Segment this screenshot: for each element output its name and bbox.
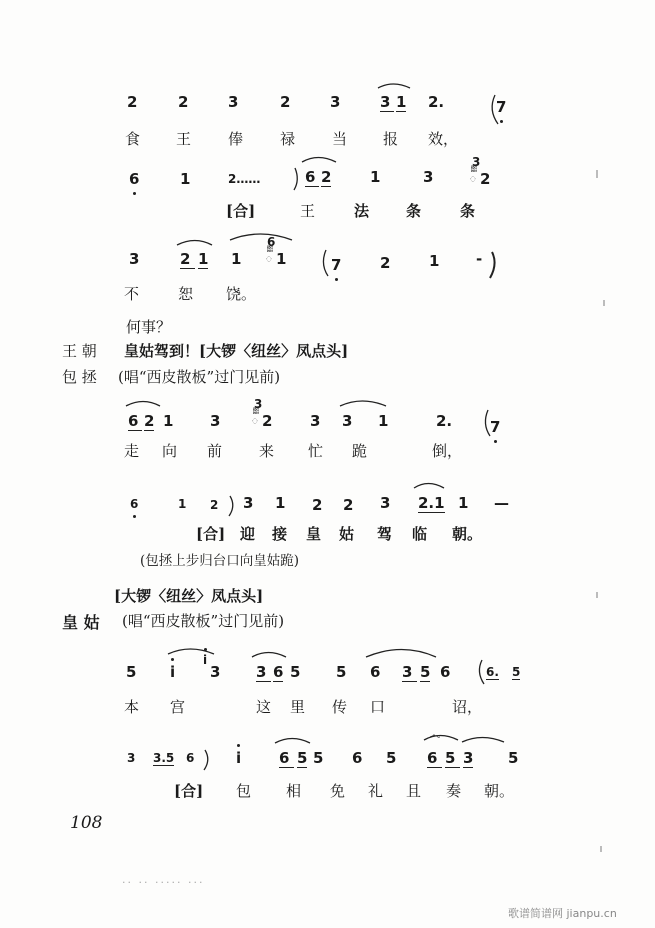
note-underlined: 3 [380, 93, 394, 112]
note: 6 [440, 663, 451, 681]
note: 6 [186, 751, 195, 765]
footer-smudge: ·· ·· ····· ··· [122, 876, 205, 889]
lyric-char: 临 [412, 525, 428, 543]
lyric-char: 禄 [280, 130, 296, 148]
lyric-char: 条 [460, 202, 476, 220]
lyric-char: 王 [300, 202, 316, 220]
note: 6 [370, 663, 381, 681]
note: 3 [330, 93, 341, 111]
slur-arc [275, 739, 310, 744]
lyric-char: 宫 [170, 698, 186, 716]
lyric-char: 接 [272, 525, 288, 543]
note-underlined: 5 [445, 749, 460, 768]
note-underlined: 6 [128, 412, 142, 431]
note: 1 [429, 252, 440, 270]
lyric-char: 前 [207, 442, 223, 460]
lyric-char: 奏 [446, 782, 462, 800]
grace-note: 6 [267, 235, 276, 249]
note: 2 [262, 412, 273, 430]
lyric-char: 不 [124, 285, 140, 303]
note: 3 [129, 250, 140, 268]
note-underlined: 5 [512, 665, 521, 679]
dialogue-line: 何事？ [126, 318, 172, 336]
note: 2 [210, 498, 219, 512]
lyric-char: 来 [259, 442, 275, 460]
slur-arc [168, 649, 214, 654]
note-low-octave: 7 [496, 98, 507, 116]
stage-direction: (唱“西皮散板”过门见前) [122, 612, 285, 630]
slur-arc [177, 241, 212, 246]
note: 1 [378, 412, 389, 430]
close-paren-mark [490, 252, 495, 278]
note-underlined: 6 [427, 749, 442, 768]
note: 1 [276, 250, 287, 268]
grace-note: 3 [254, 397, 263, 411]
watermark: 歌谱简谱网 jianpu.cn [508, 907, 617, 920]
lyric-char: 食 [125, 130, 141, 148]
note: 3 [210, 663, 221, 681]
stage-direction: 皇姑驾到！[大锣〈纽丝〉凤点头] [124, 342, 349, 360]
open-paren-mark [323, 250, 328, 276]
note-underlined: 5 [297, 749, 308, 767]
lyric-char: 本 [124, 698, 140, 716]
lyric-char: 迎 [240, 525, 256, 543]
chorus-mark: [合] [226, 202, 256, 220]
note-with-dots: 2…… [228, 172, 261, 186]
note-low-octave: 6 [129, 170, 140, 188]
slur-arc [230, 234, 292, 240]
chorus-mark: [合] [196, 525, 226, 543]
note: 1 [163, 412, 174, 430]
lyric-char: 口 [370, 698, 386, 716]
trill-mark: ෴ [428, 728, 441, 743]
close-paren-mark [229, 496, 233, 516]
note-underlined: 6 [273, 663, 284, 681]
open-paren-mark [479, 660, 484, 684]
stage-direction: (唱“西皮散板”过门见前) [118, 368, 281, 386]
note: 2 [178, 93, 189, 111]
note-underlined: 2.1 [418, 494, 445, 512]
note: 2. [428, 93, 445, 111]
note: 5 [290, 663, 301, 681]
note: 2 [480, 170, 491, 188]
lyric-char: 相 [286, 782, 302, 800]
note-underlined: 3.5 [153, 751, 175, 765]
note: 5 [508, 749, 519, 767]
note-underlined: 6. [486, 665, 499, 679]
lyric-char: 传 [332, 698, 348, 716]
lyric-char: 报 [383, 130, 399, 148]
lyric-char: 忙 [308, 442, 324, 460]
note: 3 [380, 494, 391, 512]
note: 5 [126, 663, 137, 681]
stage-direction: (包拯上步归台口向皇姑跪) [140, 553, 300, 569]
note: 2 [343, 496, 354, 514]
note: 2. [436, 412, 453, 430]
note: 3 [127, 751, 136, 765]
note-low-octave: 7 [331, 256, 342, 274]
lyric-char: 走 [124, 442, 140, 460]
slur-arc [462, 738, 504, 743]
stage-direction: [大锣〈纽丝〉凤点头] [114, 587, 264, 605]
note-low-octave: 7 [490, 418, 501, 436]
role-name: 包 拯 [62, 368, 97, 386]
note-high-octave: i [170, 663, 176, 681]
page-number: 108 [70, 813, 103, 833]
slur-arc [414, 484, 444, 489]
note: 2 [127, 93, 138, 111]
note: 1 [178, 497, 187, 511]
note-underlined: 6 [279, 749, 294, 768]
grace-note: 3 [472, 155, 481, 169]
grace-note-high: i [203, 653, 208, 667]
note: 5 [313, 749, 324, 767]
slur-arc [252, 653, 286, 658]
lyric-char: 包 [236, 782, 252, 800]
note-underlined: 1 [198, 250, 209, 268]
note-underlined: 5 [420, 663, 431, 681]
lyric-char: 俸 [228, 130, 244, 148]
ornament-mark: ᢆ [252, 416, 258, 427]
note: 5 [336, 663, 347, 681]
lyric-char: 且 [406, 782, 422, 800]
lyric-char: 效， [428, 130, 459, 148]
lyric-char: 饶。 [226, 285, 257, 303]
note-underlined: 2 [321, 168, 332, 186]
open-paren-mark [492, 95, 498, 124]
slur-arc [424, 736, 458, 741]
lyric-char: 姑 [339, 525, 355, 543]
lyric-char: 朝。 [452, 525, 483, 543]
note: 3 [243, 494, 254, 512]
slur-arc [340, 401, 386, 406]
lyric-char: 当 [332, 130, 348, 148]
slur-arc [126, 402, 160, 407]
slur-arc [302, 158, 336, 163]
lyric-char: 法 [354, 202, 370, 220]
lyric-char: 驾 [377, 525, 393, 543]
lyric-char: 诏， [452, 698, 483, 716]
note-underlined: 2 [180, 250, 195, 269]
note: 1 [231, 250, 242, 268]
lyric-char: 条 [406, 202, 422, 220]
note: 5 [386, 749, 397, 767]
close-paren-mark [294, 168, 297, 190]
note-underlined: 3 [402, 663, 417, 682]
lyric-char: 向 [162, 442, 178, 460]
slur-arc [366, 650, 436, 658]
note: 3 [423, 168, 434, 186]
note-underlined: 3 [256, 663, 271, 682]
lyric-char: 倒， [432, 442, 463, 460]
close-paren-mark [204, 750, 208, 770]
note: 2 [280, 93, 291, 111]
note: 3 [228, 93, 239, 111]
lyric-char: 免 [330, 782, 346, 800]
ornament-mark: ᢆ [470, 174, 476, 185]
note: 2 [312, 496, 323, 514]
note: 1 [275, 494, 286, 512]
lyric-char: 这 [256, 698, 272, 716]
note: 1 [370, 168, 381, 186]
note-underlined: 6 [305, 168, 319, 187]
lyric-char: 恕 [178, 285, 194, 303]
note-underlined: 3 [463, 749, 474, 767]
role-name: 皇 姑 [62, 613, 100, 632]
note: 1 [180, 170, 191, 188]
ornament-mark: ᢆ [266, 254, 272, 265]
lyric-char: 皇 [306, 525, 322, 543]
dash: — [494, 494, 509, 512]
role-name: 王 朝 [62, 342, 97, 360]
lyric-char: 里 [290, 698, 306, 716]
note: 3 [310, 412, 321, 430]
chorus-mark: [合] [174, 782, 204, 800]
slur-arc [378, 84, 410, 88]
note: 3 [210, 412, 221, 430]
note-high-octave: i [236, 749, 242, 767]
note: 1 [458, 494, 469, 512]
note: 2 [380, 254, 391, 272]
open-paren-mark [485, 410, 490, 436]
note-underlined: 2 [144, 412, 155, 430]
note-low-octave: 6 [130, 497, 139, 511]
note: 3 [342, 412, 353, 430]
lyric-char: 王 [176, 130, 192, 148]
lyric-char: 朝。 [484, 782, 515, 800]
lyric-char: 礼 [368, 782, 384, 800]
note-underlined: 1 [396, 93, 407, 111]
dash: - [476, 250, 483, 268]
lyric-char: 跪 [352, 442, 368, 460]
note: 6 [352, 749, 363, 767]
